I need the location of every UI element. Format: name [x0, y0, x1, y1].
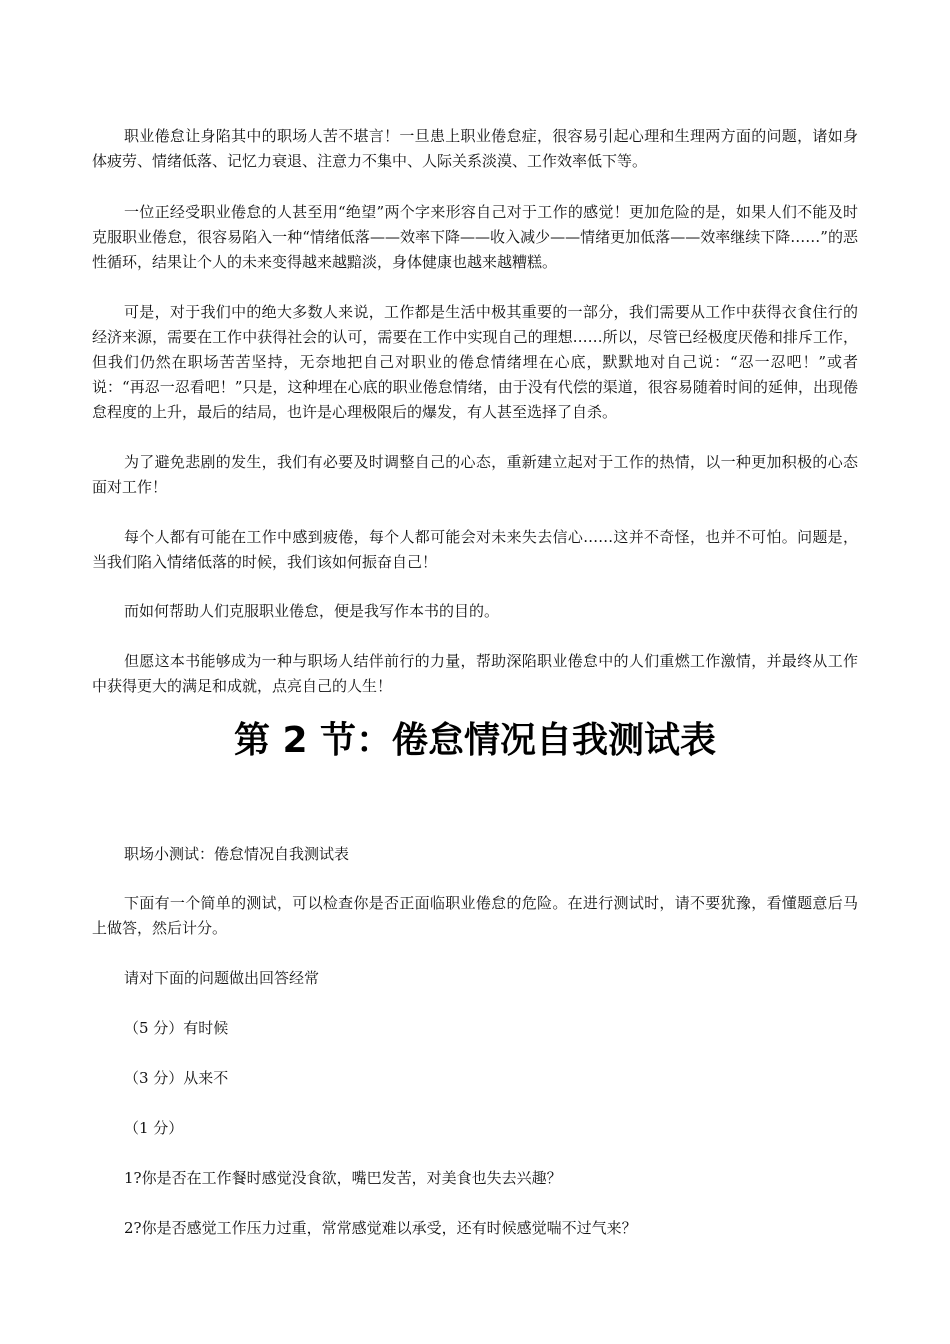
intro-paragraph-3: 可是，对于我们中的绝大多数人来说，工作都是生活中极其重要的一部分，我们需要从工作中获得衣食住行的经济来源，需要在工作中获得社会的认可，需要在工作中实现自己的理想……所以，尽管已经极度厌倦和排斥工作，但我们仍然在职场苦苦坚持，无奈地把自己对职业的倦怠情绪埋在心底，默默地对自己说：“忍一忍吧！”或者说：“再忍一忍看吧！”只是，这种埋在心底的职业倦怠情绪，由于没有代偿的渠道，很容易随着时间的延伸，出现倦怠程度的上升，最后的结局，也许是心理极限后的爆发，有人甚至选择了自杀。 [92, 303, 858, 421]
test-question-2: 2?你是否感觉工作压力过重，常常感觉难以承受，还有时候感觉喘不过气来？ [124, 1219, 637, 1237]
score-option-never: （1 分） [124, 1119, 184, 1137]
test-instruction: 请对下面的问题做出回答经常 [124, 969, 320, 987]
score-option-often: （5 分）有时候 [124, 1019, 229, 1037]
intro-paragraph-1: 职业倦怠让身陷其中的职场人苦不堪言！一旦患上职业倦怠症，很容易引起心理和生理两方面的问题，诸如身体疲劳、情绪低落、记忆力衰退、注意力不集中、人际关系淡漠、工作效率低下等。 [92, 127, 858, 170]
test-intro-paragraph: 下面有一个简单的测试，可以检查你是否正面临职业倦怠的危险。在进行测试时，请不要犹豫，看懂题意后马上做答，然后计分。 [92, 894, 858, 937]
section-heading: 第 2 节：倦怠情况自我测试表 [233, 720, 717, 761]
test-subtitle: 职场小测试：倦怠情况自我测试表 [124, 845, 350, 863]
test-question-1: 1?你是否在工作餐时感觉没食欲，嘴巴发苦，对美食也失去兴趣？ [124, 1169, 562, 1187]
intro-paragraph-6: 而如何帮助人们克服职业倦怠，便是我写作本书的目的。 [124, 602, 500, 620]
intro-paragraph-2: 一位正经受职业倦怠的人甚至用“绝望”两个字来形容自己对于工作的感觉！更加危险的是，如果人们不能及时克服职业倦怠，很容易陷入一种“情绪低落——效率下降——收入减少——情绪更加低落——效率继续下降……”的恶性循环，结果让个人的未来变得越来越黯淡，身体健康也越来越糟糕。 [92, 203, 858, 271]
intro-paragraph-5: 每个人都有可能在工作中感到疲倦，每个人都可能会对未来失去信心……这并不奇怪，也并不可怕。问题是，当我们陷入情绪低落的时候，我们该如何振奋自己！ [92, 528, 858, 571]
intro-paragraph-4: 为了避免悲剧的发生，我们有必要及时调整自己的心态，重新建立起对于工作的热情，以一种更加积极的心态面对工作！ [92, 453, 858, 496]
intro-paragraph-7: 但愿这本书能够成为一种与职场人结伴前行的力量，帮助深陷职业倦怠中的人们重燃工作激情，并最终从工作中获得更大的满足和成就，点亮自己的人生！ [92, 652, 858, 695]
score-option-sometimes: （3 分）从来不 [124, 1069, 229, 1087]
